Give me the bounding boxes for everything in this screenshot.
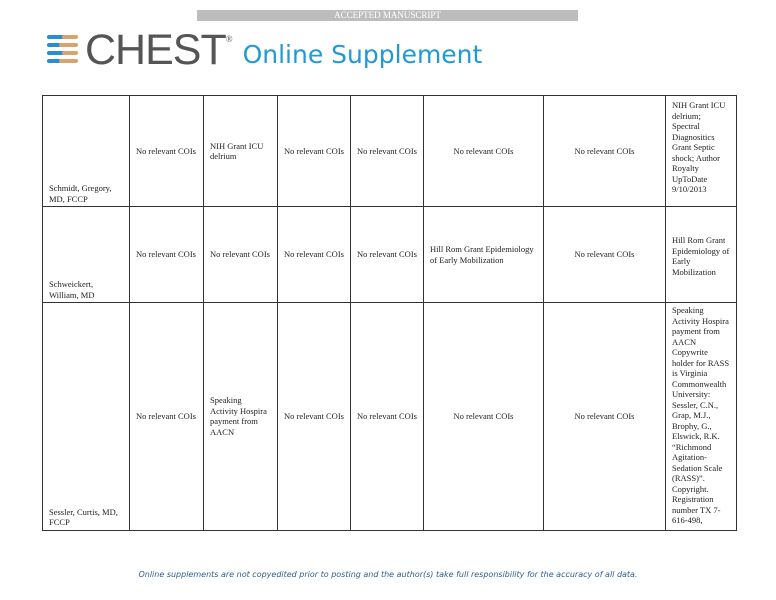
table-cell: No relevant COIs (130, 207, 204, 303)
table-cell: Hill Rom Grant Epidemiology of Early Mobilization (424, 207, 544, 303)
author-name: Schmidt, Gregory, MD, FCCP (43, 96, 130, 207)
table-cell: Speaking Activity Hospira payment from AACN (204, 303, 278, 531)
table-cell: No relevant COIs (130, 96, 204, 207)
table-cell: No relevant COIs (544, 303, 666, 531)
table-row (43, 207, 737, 303)
table-cell: Hill Rom Grant Epidemiology of Early Mobilization (666, 207, 737, 303)
author-name: Schweickert, William, MD (43, 207, 130, 303)
accepted-manuscript-banner: ACCEPTED MANUSCRIPT (197, 10, 578, 21)
table-cell: No relevant COIs (544, 96, 666, 207)
table-cell: No relevant COIs (351, 207, 424, 303)
table-cell: No relevant COIs (351, 303, 424, 531)
table-cell: No relevant COIs (351, 96, 424, 207)
table-cell: No relevant COIs (278, 96, 351, 207)
online-supplement-title: Online Supplement (242, 39, 483, 69)
table-cell: No relevant COIs (424, 303, 544, 531)
author-name: Sessler, Curtis, MD, FCCP (43, 303, 130, 531)
table-row (43, 96, 737, 207)
chest-logo (47, 26, 483, 74)
table-cell: Speaking Activity Hospira payment from AACN Copywrite holder for RASS is Virginia Commonwealth University: Sessler, C.N., Grap, M.J., Brophy, G., Elswick, R.K. “Richmond Agitation-Sedation Scale (RASS)”. Copyright. Registration number TX 7-616-498, (666, 303, 737, 531)
table-cell: No relevant COIs (424, 96, 544, 207)
table-cell: No relevant COIs (130, 303, 204, 531)
table-cell: No relevant COIs (278, 207, 351, 303)
table-row (43, 303, 737, 531)
registered-mark: ® (225, 34, 233, 44)
chest-brand: CHEST (85, 26, 226, 74)
chest-logo-icon (47, 33, 79, 67)
table-cell: No relevant COIs (204, 207, 278, 303)
footer-disclaimer: Online supplements are not copyedited prior to posting and the author(s) take full responsibility for the accuracy of all data. (138, 570, 638, 579)
table-cell: No relevant COIs (278, 303, 351, 531)
coi-table (42, 95, 737, 531)
table-cell: NIH Grant ICU delrium (204, 96, 278, 207)
table-cell: NIH Grant ICU delrium; Spectral Diagnositics Grant Septic shock; Author Royalty UpToDate 9/10/2013 (666, 96, 737, 207)
table-cell: No relevant COIs (544, 207, 666, 303)
